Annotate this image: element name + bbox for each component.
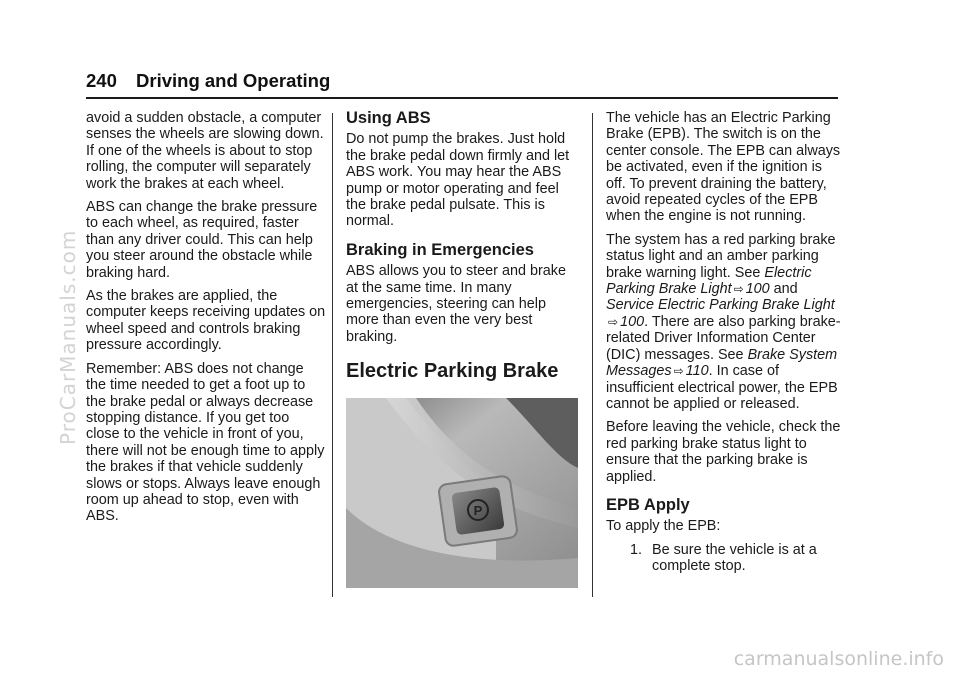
parking-brake-symbol: P — [473, 502, 483, 518]
heading-braking-emergencies: Braking in Emergencies — [346, 240, 534, 259]
paragraph: Before leaving the vehicle, check the red parking brake status light to ensure that the parking brake is applied. — [606, 419, 841, 485]
paragraph: As the brakes are applied, the computer keeps receiving updates on wheel speed and controls braking pressure accordingly. — [86, 288, 326, 354]
header-rule — [86, 97, 838, 99]
xref-link[interactable]: Electric Parking Brake Light — [606, 264, 812, 298]
xref-page[interactable]: 100 — [620, 313, 645, 330]
column-divider-1 — [332, 113, 333, 597]
heading-using-abs: Using ABS — [346, 109, 431, 127]
column-divider-2 — [592, 113, 593, 597]
column-1 — [86, 110, 326, 532]
xref-page[interactable]: 100 — [745, 281, 770, 298]
paragraph: The vehicle has an Electric Parking Brake (EPB). The switch is on the center console. The EPB can always be activated, even if the ignition is off. To prevent draining the battery, avoid repeated cycles of the EPB when the engine is not running. — [606, 110, 841, 225]
paragraph: To apply the EPB: — [606, 518, 721, 535]
list-item: 1. Be sure the vehicle is at a complete stop. — [630, 541, 817, 575]
paragraph: Remember: ABS does not change the time needed to get a foot up to the brake pedal or always decrease stopping distance. If you get too close to the vehicle in front of you, there will not be enough time to apply the brakes if that vehicle suddenly slows or stops. Always leave enough room up ahead to stop, even with ABS. — [86, 360, 325, 525]
page-header — [86, 70, 330, 92]
paragraph: ABS can change the brake pressure to each wheel, as required, faster than any driver could. This can help you steer around the obstacle while braking hard. — [86, 199, 318, 281]
xref-page[interactable]: 110 — [685, 363, 709, 380]
column-2 — [346, 110, 580, 588]
heading-epb-apply: EPB Apply — [606, 495, 690, 514]
xref-link[interactable]: Service Electric Parking Brake Light — [606, 297, 835, 314]
epb-switch-photo — [346, 398, 578, 588]
page-ref-arrow-icon: ⇨ — [673, 364, 684, 379]
column-3 — [606, 110, 842, 575]
page-ref-arrow-icon: ⇨ — [733, 282, 744, 297]
section-title: Driving and Operating — [136, 70, 331, 91]
paragraph: Do not pump the brakes. Just hold the brake pedal down firmly and let ABS work. You may hear the ABS pump or motor operating and feel the brake pedal pulsate. This is normal. — [346, 131, 570, 230]
xref-link[interactable]: Brake System Messages — [606, 346, 838, 380]
paragraph: avoid a sudden obstacle, a computer senses the wheels are slowing down. If one of the wheels is about to stop rolling, the computer will separately work the brakes at each wheel. — [86, 110, 324, 192]
heading-electric-parking-brake: Electric Parking Brake — [346, 360, 559, 383]
side-watermark: ProCarManuals.com — [56, 229, 80, 445]
steps-list — [606, 542, 842, 575]
page-number: 240 — [86, 70, 117, 91]
paragraph-with-references: The system has a red parking brake status light and an amber parking brake warning light. See Electric Parking Brake Light ⇨ 100 and Service Electric Parking Brake Light ⇨ 100. There are also parking brake-related Driver Information Center (DIC) messages. See Brake System Messages ⇨ 110. In case of insufficient electrical power, the EPB cannot be applied or released. — [606, 231, 841, 412]
paragraph: ABS allows you to steer and brake at the same time. In many emergencies, steering can help more than even the very best braking. — [346, 263, 566, 345]
footer-watermark: carmanualsonline.info — [733, 648, 944, 670]
page-ref-arrow-icon: ⇨ — [608, 314, 619, 329]
